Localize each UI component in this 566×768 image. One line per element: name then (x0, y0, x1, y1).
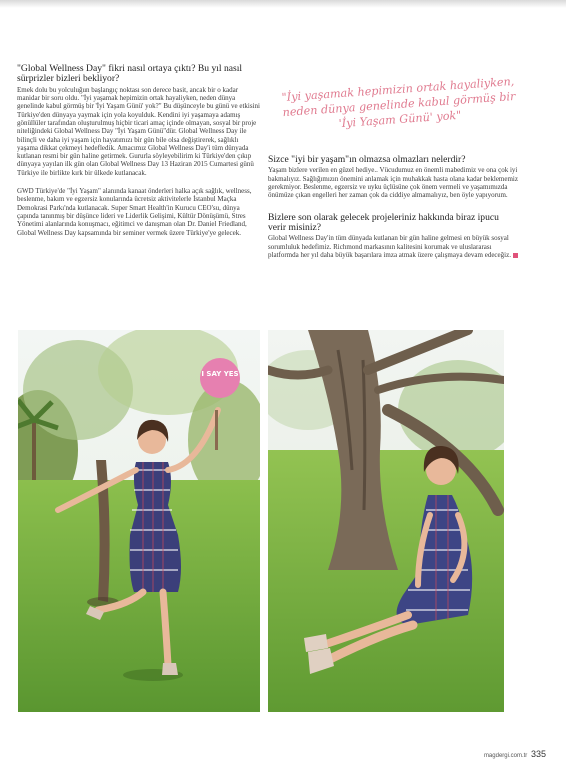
footer-site: magdergi.com.tr (483, 753, 528, 759)
question-heading-2: Sizce "iyi bir yaşam"ın olmazsa olmazları nelerdir? (268, 154, 466, 165)
answer-paragraph-4 (268, 234, 518, 259)
photo-woman-in-park (18, 330, 260, 712)
page-footer (484, 750, 546, 760)
page-top-edge (0, 0, 566, 8)
question-heading-3: Bizlere son olarak gelecek projeleriniz hakkında biraz ipucu verir misiniz? (268, 211, 499, 233)
sign-text: I SAY YES (201, 370, 239, 378)
article-end-mark-icon (513, 253, 518, 258)
right-text-column (268, 155, 518, 259)
photo-woman-under-tree (268, 330, 504, 712)
answer-paragraph-1: Emek dolu bu yolculuğun başlangıç noktası son derece basit, ancak bir o kadar manidar bir soru oldu. "İyi yaşamak hepimizin ortak hayaliyken, neden dünya genelinde kabul görmüş bir 'İyi Yaşam Günü' yok?" Bu düşünceyle bu günü ve etkisini Türkiye'den dünyaya yaymak için yola koyulduk. Kendini iyi yaşamaya adamış gönüllüler tarafından oluşturulmuş hiçbir ticari amaç içinde olmayan, sosyal bir proje niteliğindeki Global Wellness Day "İyi Yaşam Günü"dür. Global Wellness Day ile bilinçli ve daha iyi yaşam için hayatımızı bir gün bile olsa değiştirerek, sağlıklı yaşama dikkat çekmeyi hedefledik. Amacımız Global Wellness Day'i tüm dünyada kutlanan resmi bir gün haline getirmek. Gururla söyleyebilirim ki Türkiye'den çıkıp dünyaya yayılan ilk gün olan Global Wellness Day 13 Haziran 2015 Cumartesi günü Türkiye ile birlikte kırk bir ülkede kutlanacak. (17, 85, 260, 177)
answer-paragraph-3: Yaşam bizlere verilen en güzel hediye.. Vücudumuz en önemli mabedimiz ve ona çok iyi bakmalıyız. Sağlığımızın önemini anlamak için muhakkak hasta olana kadar beklememiz gerekmiyor. Beslenme, egzersiz ve uyku üçlüsüne çok önem vermeli ve yaşamımızda önümüze çıkan engelleri her zaman çok da ciddiye almamalıyız, ben öyle yapıyorum. (268, 166, 518, 200)
pull-quote: "İyi yaşamak hepimizin ortak hayaliyken, neden dünya genelinde kabul görmüş bir 'İyi Yaşam Günü' yok" (281, 74, 516, 131)
question-heading-1: "Global Wellness Day" fikri nasıl ortaya çıktı? Bu yıl nasıl sürprizler bizleri bekliyor? (17, 63, 243, 85)
page-number: 335 (530, 749, 546, 759)
woman-under-tree-photo-icon (268, 330, 504, 712)
left-text-column (17, 64, 261, 237)
answer-paragraph-4-text: Global Wellness Day'in tüm dünyada kutlanan bir gün haline gelmesi en büyük sosyal sorumluluk hedefimiz. Richmond markasının kalitesini korumak ve uluslararası platformda her yıl daha büyük başarılara imza atmak üzere çalışmaya devam edeceğiz. (268, 234, 511, 259)
answer-paragraph-2: GWD Türkiye'de "İyi Yaşam" alanında kanaat önderleri halka açık sağlık, wellness, beslenme, bakım ve egzersiz konularında ücretsiz aktivitelerle İstanbul Maçka Demokrasi Parkı'nda kutlanacak. Super Smart Health'in Kurucu CEO'su, dünya çapında tanınmış bir düşünce lideri ve Liderlik Gelişimi, Kültür Dönüşümü, Stres Yönetimi alanlarında konuşmacı, eğitimci ve danışman olan Dr. Daniel Friedland, Global Wellness Day kapsamında bir seminer vermek üzere Türkiye'ye gelecek. (17, 187, 252, 237)
woman-in-park-photo-icon (18, 330, 260, 712)
